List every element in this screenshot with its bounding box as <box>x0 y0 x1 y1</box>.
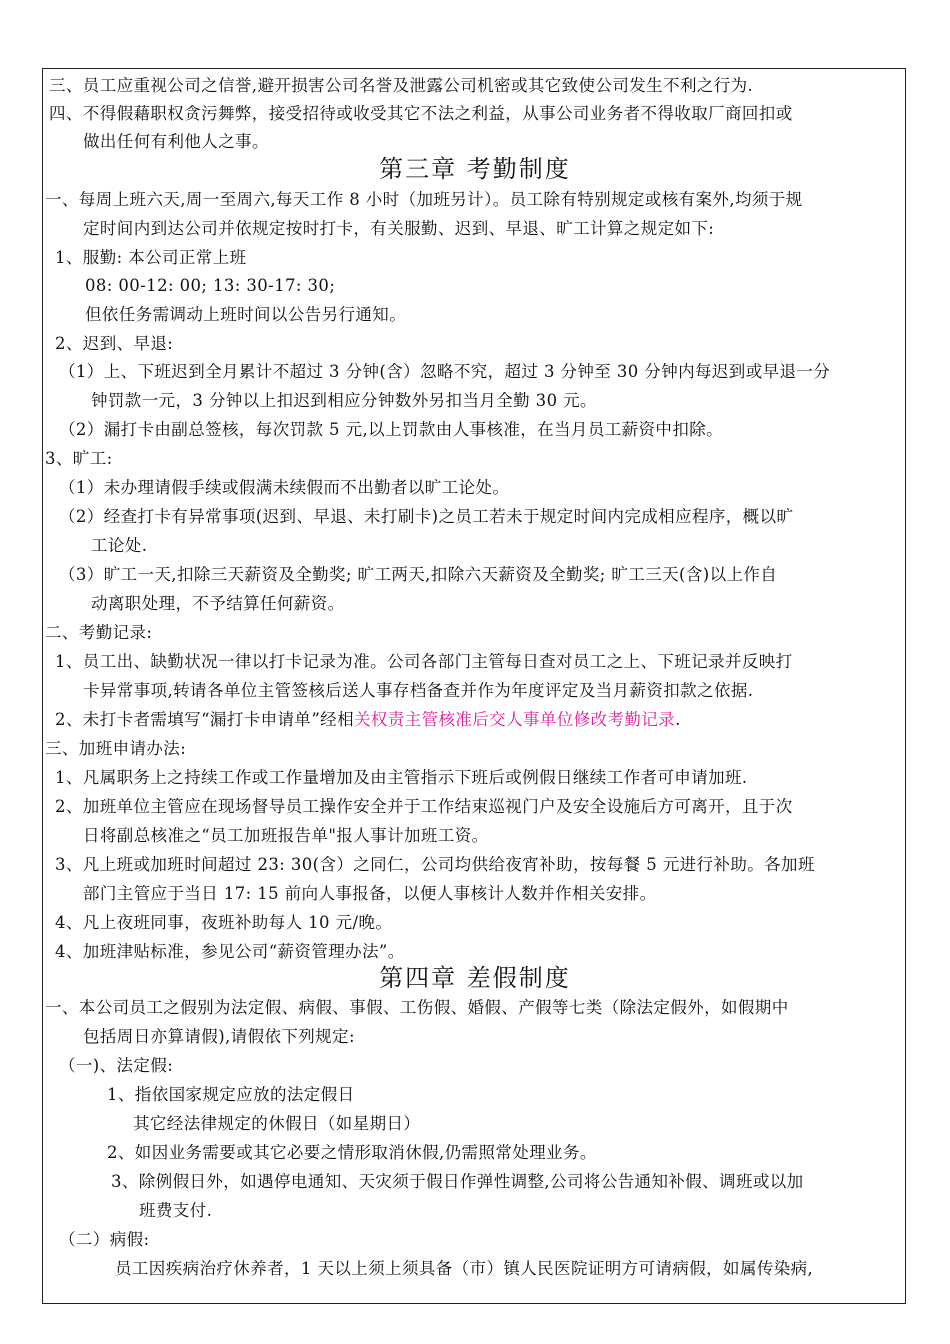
text-line: 钟罚款一元，3 分钟以上扣迟到相应分钟数外另扣当月全勤 30 元。 <box>91 391 597 410</box>
text-line: （一)、法定假: <box>59 1056 174 1075</box>
chapter-heading: 第三章 考勤制度 <box>379 155 571 183</box>
text-line: 包括周日亦算请假),请假依下列规定: <box>83 1027 355 1046</box>
text-line: 3、旷工: <box>45 449 113 468</box>
text-line: 班费支付. <box>139 1201 213 1220</box>
text-line: 三、加班申请办法: <box>45 739 187 758</box>
text-line: 1、凡属职务上之持续工作或工作量增加及由主管指示下班后或例假日继续工作者可申请加班. <box>55 768 748 787</box>
text-line: 1、指依国家规定应放的法定假日 <box>107 1085 355 1104</box>
text-line: 2、迟到、早退: <box>55 334 174 353</box>
text-segment: . <box>675 710 681 729</box>
text-line: 一、本公司员工之假别为法定假、病假、事假、工伤假、婚假、产假等七类（除法定假外，如假期中 <box>45 998 789 1017</box>
text-line: （1）未办理请假手续或假满未续假而不出勤者以旷工论处。 <box>59 478 510 497</box>
text-line: 3、除例假日外，如遇停电通知、天灾须于假日作弹性调整,公司将公告通知补假、调班或以加 <box>111 1172 804 1191</box>
text-line: （2）经查打卡有异常事项(迟到、早退、未打刷卡)之员工若未于规定时间内完成相应程序，概以旷 <box>59 507 794 526</box>
text-line: 员工因疾病治疗休养者，1 天以上须上须具备（市）镇人民医院证明方可请病假，如属传染病, <box>115 1259 814 1278</box>
text-line-highlighted <box>55 707 681 733</box>
text-line: 1、服勤: 本公司正常上班 <box>55 248 247 267</box>
text-line: 二、考勤记录: <box>45 623 153 642</box>
highlighted-text: 关权责主管核准后交人事单位修改考勤记录 <box>353 710 676 729</box>
text-segment: 2、未打卡者需填写“漏打卡申请单”经相 <box>55 710 354 729</box>
text-line: 三、员工应重视公司之信誉,避开损害公司名誉及泄露公司机密或其它致使公司发生不利之行为. <box>49 76 754 95</box>
text-line: 4、加班津贴标准，参见公司“薪资管理办法”。 <box>55 942 405 961</box>
text-line: 部门主管应于当日 17: 15 前向人事报备，以便人事核计人数并作相关安排。 <box>83 884 657 903</box>
text-line: 但依任务需调动上班时间以公告另行通知。 <box>85 305 407 324</box>
text-line: 2、如因业务需要或其它必要之情形取消休假,仍需照常处理业务。 <box>107 1143 597 1162</box>
text-line: 3、凡上班或加班时间超过 23: 30(含）之同仁，公司均供给夜宵补助，按每餐 5 元进行补助。各加班 <box>55 855 815 874</box>
text-line: 4、凡上夜班同事，夜班补助每人 10 元/晚。 <box>55 913 393 932</box>
text-line: （1）上、下班迟到全月累计不超过 3 分钟(含）忽略不究，超过 3 分钟至 30 分钟内每迟到或早退一分 <box>59 362 831 381</box>
text-line: 四、不得假藉职权贪污舞弊，接受招待或收受其它不法之利益，从事公司业务者不得收取厂商回扣或 <box>49 104 793 123</box>
text-line: 定时间内到达公司并依规定按时打卡，有关服勤、迟到、早退、旷工计算之规定如下: <box>83 219 715 238</box>
chapter-heading: 第四章 差假制度 <box>379 964 571 992</box>
text-line: 卡异常事项,转请各单位主管签核后送人事存档备查并作为年度评定及当月薪资扣款之依据. <box>83 681 754 700</box>
text-line: （2）漏打卡由副总签核，每次罚款 5 元,以上罚款由人事核准，在当月员工薪资中扣除。 <box>59 420 724 439</box>
text-line: 1、员工出、缺勤状况一律以打卡记录为准。公司各部门主管每日查对员工之上、下班记录并反映打 <box>55 652 793 671</box>
document-frame <box>42 68 906 1304</box>
text-line: 做出任何有利他人之事。 <box>83 132 269 151</box>
text-line: 其它经法律规定的休假日（如星期日） <box>133 1114 421 1133</box>
text-line: 2、加班单位主管应在现场督导员工操作安全并于工作结束巡视门户及安全设施后方可离开，且于次 <box>55 797 793 816</box>
text-line: 动离职处理，不予结算任何薪资。 <box>91 594 345 613</box>
text-line: 工论处. <box>91 536 148 555</box>
text-line: 日将副总核准之“员工加班报告单"报人事计加班工资。 <box>83 826 489 845</box>
text-line: （3）旷工一天,扣除三天薪资及全勤奖; 旷工两天,扣除六天薪资及全勤奖; 旷工三天(含)以上作自 <box>59 565 778 584</box>
text-line: （二）病假: <box>59 1230 150 1249</box>
text-line: 一、每周上班六天,周一至周六,每天工作 8 小时（加班另计）。员工除有特别规定或核有案外,均须于规 <box>45 190 803 209</box>
text-line: 08: 00-12: 00; 13: 30-17: 30; <box>85 276 336 295</box>
